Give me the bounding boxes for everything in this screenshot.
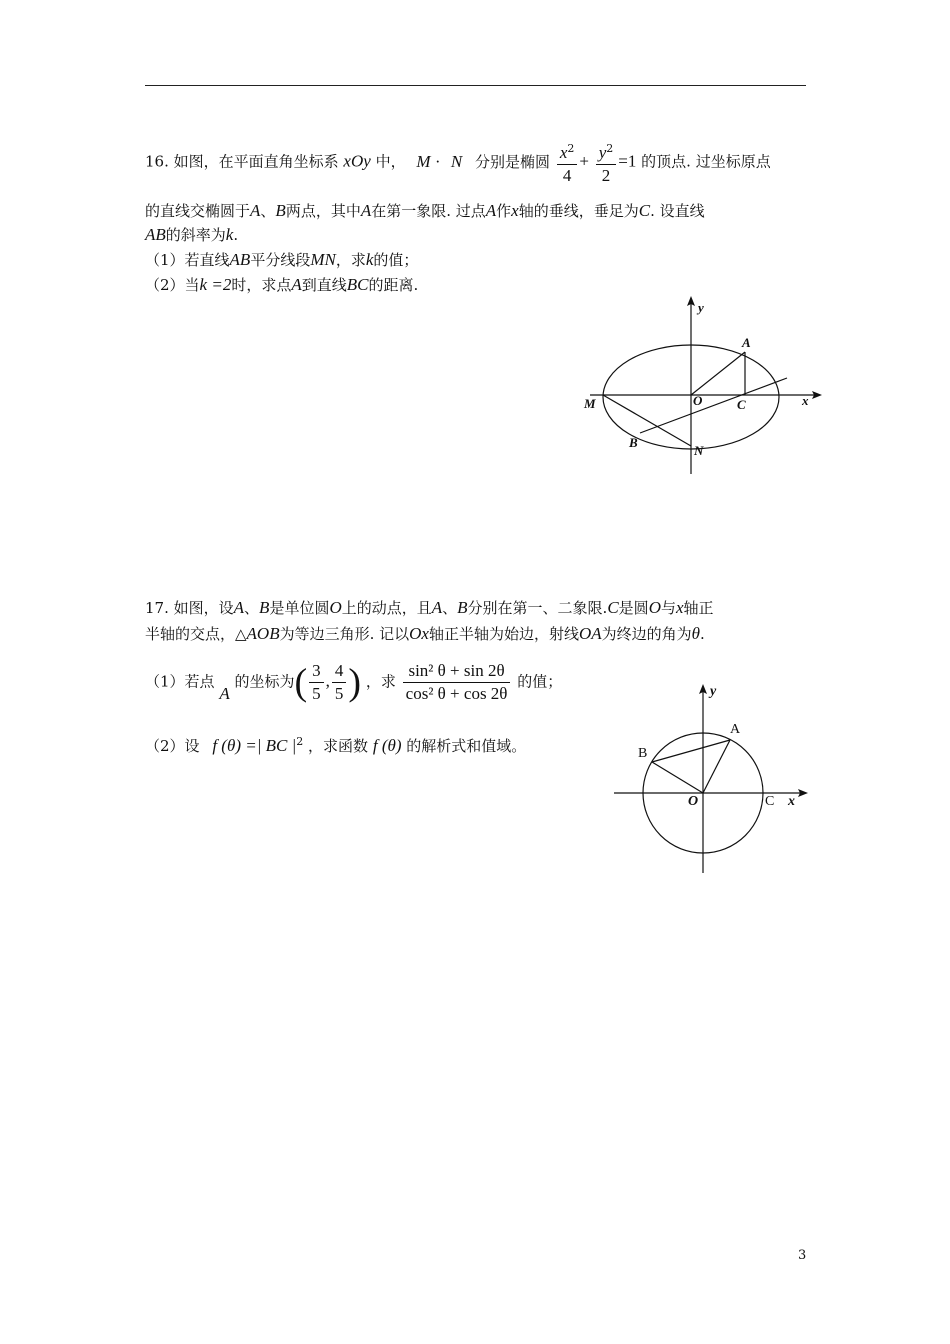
label-O: O <box>688 794 699 809</box>
label-A: A <box>730 722 741 737</box>
p16-line-3: AB的斜率为k. <box>145 225 239 244</box>
segment-AB <box>652 740 730 762</box>
p16-line-2: 的直线交椭圆于A、B两点，其中A在第一象限. 过点A作x轴的垂线，垂足为C. 设直线 <box>145 201 705 220</box>
coord-x-fraction: $\frac{3}{5}$ <box>309 662 324 703</box>
ellipse-term-y: $\frac{y^2}{2}$ <box>596 140 617 185</box>
p17-question-2: （2）设 f (θ) =| BC $|^2$ ，求函数 f (θ) 的解析式和值域。 <box>145 735 527 755</box>
label-y: y <box>710 684 717 699</box>
label-A: A <box>742 335 751 350</box>
coordinate-system: xOy <box>343 151 371 171</box>
label-x: x <box>802 393 809 408</box>
trig-expression: $\frac{\text{sin² θ + sin 2θ}}{\text{cos² θ + cos 2θ}}$ <box>403 662 511 703</box>
segment-OA <box>691 352 745 395</box>
ellipse-term-x: $\frac{x^2}{4}$ <box>557 140 578 185</box>
label-O: O <box>693 393 703 408</box>
segment-OA <box>703 740 730 793</box>
page-number: 3 <box>798 1248 807 1263</box>
p16-question-2: （2）当k =2时，求点A到直线BC的距离. <box>145 275 419 294</box>
label-C: C <box>737 397 746 412</box>
p17-line-2: 半轴的交点，△AOB为等边三角形. 记以Ox轴正半轴为始边，射线OA为终边的角为θ. <box>145 624 705 643</box>
label-B: B <box>638 746 648 761</box>
p17-question-1: （1）若点 A 的坐标为( $\frac{3}{5}$ , $\frac{4}{5}$ ) ，求 $\frac{\text{sin² θ + sin 2θ}}{\text{cos² θ + cos 2θ}}$ 的值； <box>145 661 563 704</box>
label-x: x <box>788 794 795 809</box>
ellipse-figure <box>575 295 835 480</box>
p16-line-1: 16. 如图，在平面直角坐标系 xOy 中， M · N 分别是椭圆 $\frac{x^2}{4}$ + $\frac{y^2}{2}$ =1 的顶点. 过坐标原点 <box>145 142 771 185</box>
segment-MN <box>603 395 691 446</box>
label-M: M <box>584 396 596 411</box>
header-rule <box>145 85 806 86</box>
p17-line-1: 17. 如图，设A、B是单位圆O上的动点，且A、B分别在第一、二象限.C是圆O与x轴正 <box>145 598 714 617</box>
label-y: y <box>698 300 704 315</box>
label-N: N <box>694 443 704 458</box>
problem-number: 17 <box>145 599 165 617</box>
label-C: C <box>765 794 775 809</box>
coord-y-fraction: $\frac{4}{5}$ <box>332 662 347 703</box>
segment-OB <box>652 762 703 793</box>
label-B: B <box>629 435 638 450</box>
unit-circle-figure <box>605 680 820 880</box>
problem-number: 16 <box>145 152 165 171</box>
p16-question-1: （1）若直线AB平分线段MN，求k的值； <box>145 250 419 269</box>
